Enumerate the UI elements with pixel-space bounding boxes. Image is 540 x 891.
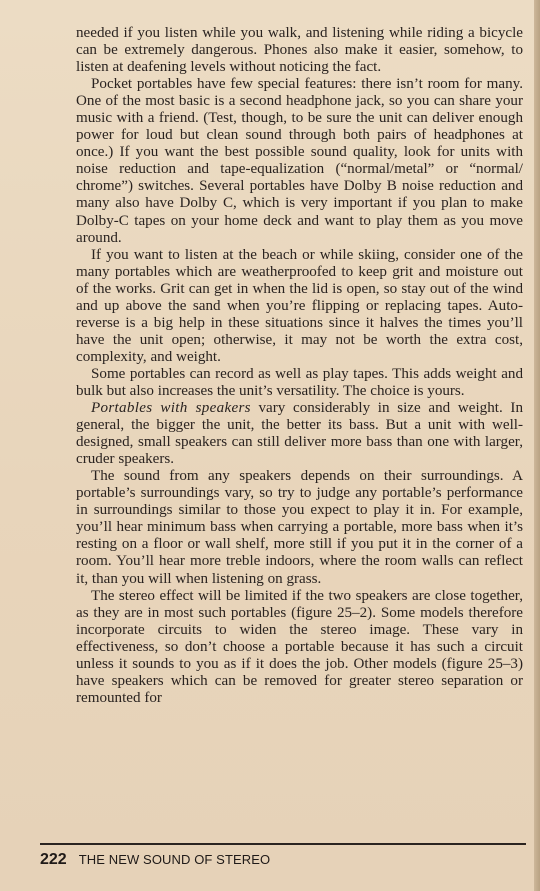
page-number: 222 <box>40 851 67 868</box>
paragraph-6 <box>76 468 523 587</box>
footer-rule <box>40 843 526 845</box>
paragraph-2 <box>76 76 523 246</box>
paragraph-4 <box>76 366 523 400</box>
paragraph-text: needed if you listen while you walk, and listening while riding a bicycle can be extremely dangerous. Phones also make it easier, somehow, to listen at deafening levels without noticing the fact. <box>76 25 523 76</box>
paragraph-5 <box>76 400 523 468</box>
paragraph-text: If you want to listen at the beach or while skiing, consider one of the many portables which are weatherproofed to keep grit and moisture out of the works. Grit can get in when the lid is open, so stay out of the wind and up above the sand when you’re flipping or replacing tapes. Auto-reverse is a big help in these situations since it halves the times you’ll have the unit open; otherwise, it may not be worth the extra cost, complexity, and weight. <box>76 246 523 365</box>
page-footer <box>40 851 270 871</box>
body-text <box>76 25 523 707</box>
running-head: THE NEW SOUND OF STEREO <box>78 852 271 867</box>
page-edge-shadow <box>534 0 540 891</box>
paragraph-text: vary considerably in size and weight. In general, the bigger the unit, the better its bass. But a unit with well-designed, small speakers can still deliver more bass than one with larger, cruder speakers. <box>76 400 523 468</box>
paragraph-text: Pocket portables have few special features: there isn’t room for many. One of the most basic is a second headphone jack, so you can share your music with a friend. (Test, though, to be sure the unit can deliver enough power for loud but clean sound through both pairs of headphones at once.) If you want the best possible sound quality, look for units with noise reduction and tape-equalization (“normal/metal” or “normal/ chrome”) switches. Several portables have Dolby B noise reduction and many also have Dolby C, which is very important if you plan to make Dolby-C tapes on your home deck and want to play them as you move around. <box>76 76 523 246</box>
paragraph-1 <box>76 25 523 76</box>
italic-lead-phrase: Portables with speakers <box>91 400 251 417</box>
paragraph-text: Some portables can record as well as play tapes. This adds weight and bulk but also increases the unit’s versatility. The choice is yours. <box>76 365 523 399</box>
paragraph-3 <box>76 247 523 366</box>
paragraph-text: The stereo effect will be limited if the two speakers are close together, as they are in most such portables (figure 25–2). Some models therefore incorporate circuits to widen the stereo image. These vary in effectiveness, so don’t choose a portable because it has such a circuit unless it sounds to you as if it does the job. Other models (figure 25–3) have speakers which can be removed for greater stereo separation or remounted for <box>76 587 523 706</box>
paragraph-7 <box>76 588 523 707</box>
paragraph-text: The sound from any speakers depends on their surroundings. A portable’s surroundings vary, so try to judge any portable’s performance in surroundings similar to those you expect to play it in. For example, you’ll hear minimum bass when carrying a portable, more bass when it’s resting on a floor or wall shelf, more still if you put it in the corner of a room. You’ll hear more treble indoors, where the room walls can reflect it, than you will when listening on grass. <box>76 468 523 587</box>
